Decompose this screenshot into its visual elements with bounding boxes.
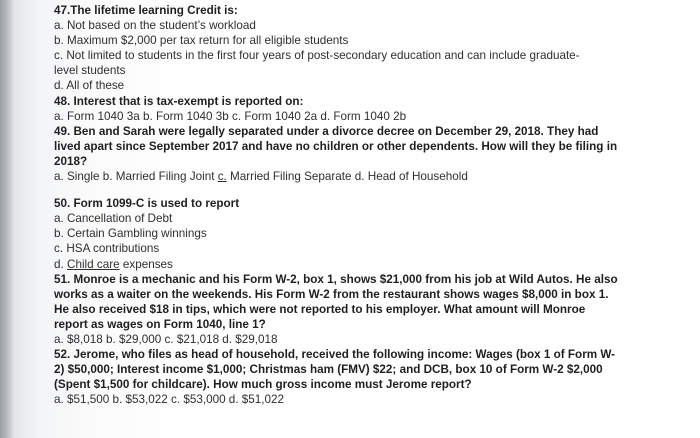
question-52-line-2: 2) $50,000; Interest income $1,000; Christmas ham (FMV) $22; and DCB, box 10 of Form W-2 $2,000 bbox=[54, 363, 603, 377]
question-50-option-d bbox=[54, 257, 694, 272]
question-47-option-c-continued: level students bbox=[54, 64, 126, 78]
question-51-line-1: 51. Monroe is a mechanic and his Form W-2, box 1, shows $21,000 from his job at Wild Autos. He also bbox=[54, 272, 618, 286]
question-51-line-2: works as a waiter on the weekends. His Form W-2 from the restaurant shows wages $8,000 in box 1. bbox=[54, 287, 609, 301]
question-50-option-b: b. Certain Gambling winnings bbox=[54, 227, 207, 241]
question-50-option-c: c. HSA contributions bbox=[54, 242, 160, 256]
question-49-option-c-marker: c. bbox=[217, 170, 227, 184]
question-48-title: 48. Interest that is tax-exempt is reported on: bbox=[54, 94, 304, 108]
question-49-options-ab: a. Single b. Married Filing Joint bbox=[54, 170, 218, 184]
question-47-option-a: a. Not based on the student’s workload bbox=[54, 19, 256, 33]
question-47-option-b: b. Maximum $2,000 per tax return for all eligible students bbox=[54, 34, 349, 48]
question-50-title: 50. Form 1099-C is used to report bbox=[54, 197, 240, 211]
question-49-options-cd: Married Filing Separate d. Head of Household bbox=[226, 170, 468, 184]
question-50-option-d-suffix: expenses bbox=[119, 257, 173, 271]
question-51-line-3: He also received $18 in tips, which were not reported to his employer. What amount will Monroe bbox=[54, 302, 586, 316]
question-52-options: a. $51,500 b. $53,022 c. $53,000 d. $51,022 bbox=[54, 393, 285, 407]
question-49-line-2: lived apart since September 2017 and have no children or other dependents. How will they be filing in bbox=[54, 139, 618, 153]
question-50-option-a: a. Cancellation of Debt bbox=[54, 212, 173, 226]
question-49-line-3: 2018? bbox=[54, 154, 88, 168]
question-47-option-d: d. All of these bbox=[54, 79, 125, 93]
blank-line bbox=[54, 184, 694, 196]
page-edge-shadow bbox=[0, 0, 14, 438]
question-47-title: 47.The lifetime learning Credit is: bbox=[54, 4, 238, 17]
question-50-option-d-prefix: d. bbox=[54, 257, 67, 271]
question-48-options: a. Form 1040 3a b. Form 1040 3b c. Form 1040 2a d. Form 1040 2b bbox=[54, 109, 407, 123]
question-49-options bbox=[54, 169, 694, 184]
question-52-line-3: (Spent $1,500 for childcare). How much gross income must Jerome report? bbox=[54, 378, 472, 392]
question-51-line-4: report as wages on Form 1040, line 1? bbox=[54, 317, 266, 331]
question-49-line-1: 49. Ben and Sarah were legally separated under a divorce decree on December 29, 2018. They had bbox=[54, 124, 599, 138]
question-52-line-1: 52. Jerome, who files as head of household, received the following income: Wages (box 1 of Form W- bbox=[54, 348, 616, 362]
question-document bbox=[54, 3, 694, 407]
question-47-option-c: c. Not limited to students in the first four years of post-secondary education and can include graduate- bbox=[54, 49, 580, 63]
question-51-options: a. $8,018 b. $29,000 c. $21,018 d. $29,018 bbox=[54, 332, 278, 346]
question-50-option-d-underlined: Child care bbox=[67, 257, 120, 271]
